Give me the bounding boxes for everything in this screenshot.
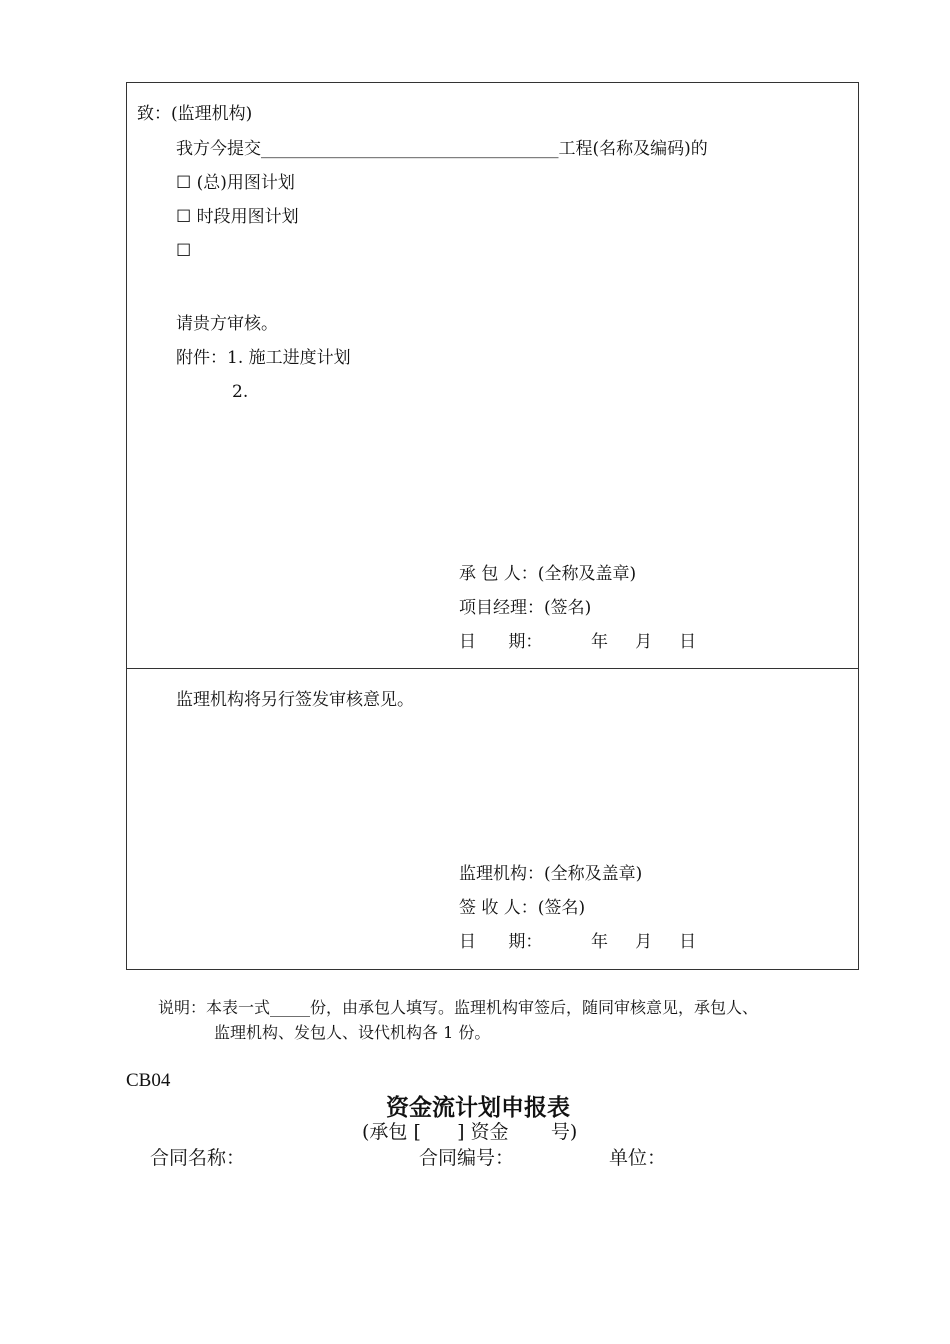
request-text: 请贵方审核。: [176, 314, 278, 334]
project-manager-label: 项目经理：(签名): [459, 598, 592, 618]
note-line-2: 监理机构、发包人、设代机构各 1 份。: [214, 1023, 491, 1042]
contractor-label: 承 包 人：(全称及盖章): [459, 564, 637, 584]
date-line-supervisor: 日 期： 年 月 日: [459, 932, 697, 952]
option-period-plan: ☐ 时段用图计划: [176, 207, 299, 227]
contract-name-label: 合同名称：: [150, 1147, 246, 1169]
contract-number-label: 合同编号：: [419, 1147, 515, 1169]
attachment-2: 2.: [232, 382, 249, 402]
supervisor-label: 监理机构：(全称及盖章): [459, 864, 643, 884]
note-line-1: 说明：本表一式_____份，由承包人填写。监理机构审签后，随同审核意见，承包人、: [158, 998, 759, 1017]
form-code: CB04: [126, 1070, 171, 1091]
submission-line: 我方今提交___________________________________工程(名称及编码)的: [176, 139, 708, 159]
option-blank: ☐: [176, 241, 192, 261]
form-title: 资金流计划申报表: [386, 1095, 570, 1121]
form-subtitle: (承包 [ ] 资金 号): [362, 1121, 578, 1143]
supervisor-note: 监理机构将另行签发审核意见。: [176, 690, 414, 710]
addressee-line: 致：(监理机构): [137, 104, 253, 124]
unit-label: 单位：: [609, 1147, 667, 1169]
attachment-1: 附件：1. 施工进度计划: [176, 348, 351, 368]
receiver-label: 签 收 人：(签名): [459, 898, 586, 918]
date-line-contractor: 日 期： 年 月 日: [459, 632, 697, 652]
option-total-plan: ☐ (总)用图计划: [176, 173, 295, 193]
supervision-section: [126, 668, 859, 970]
